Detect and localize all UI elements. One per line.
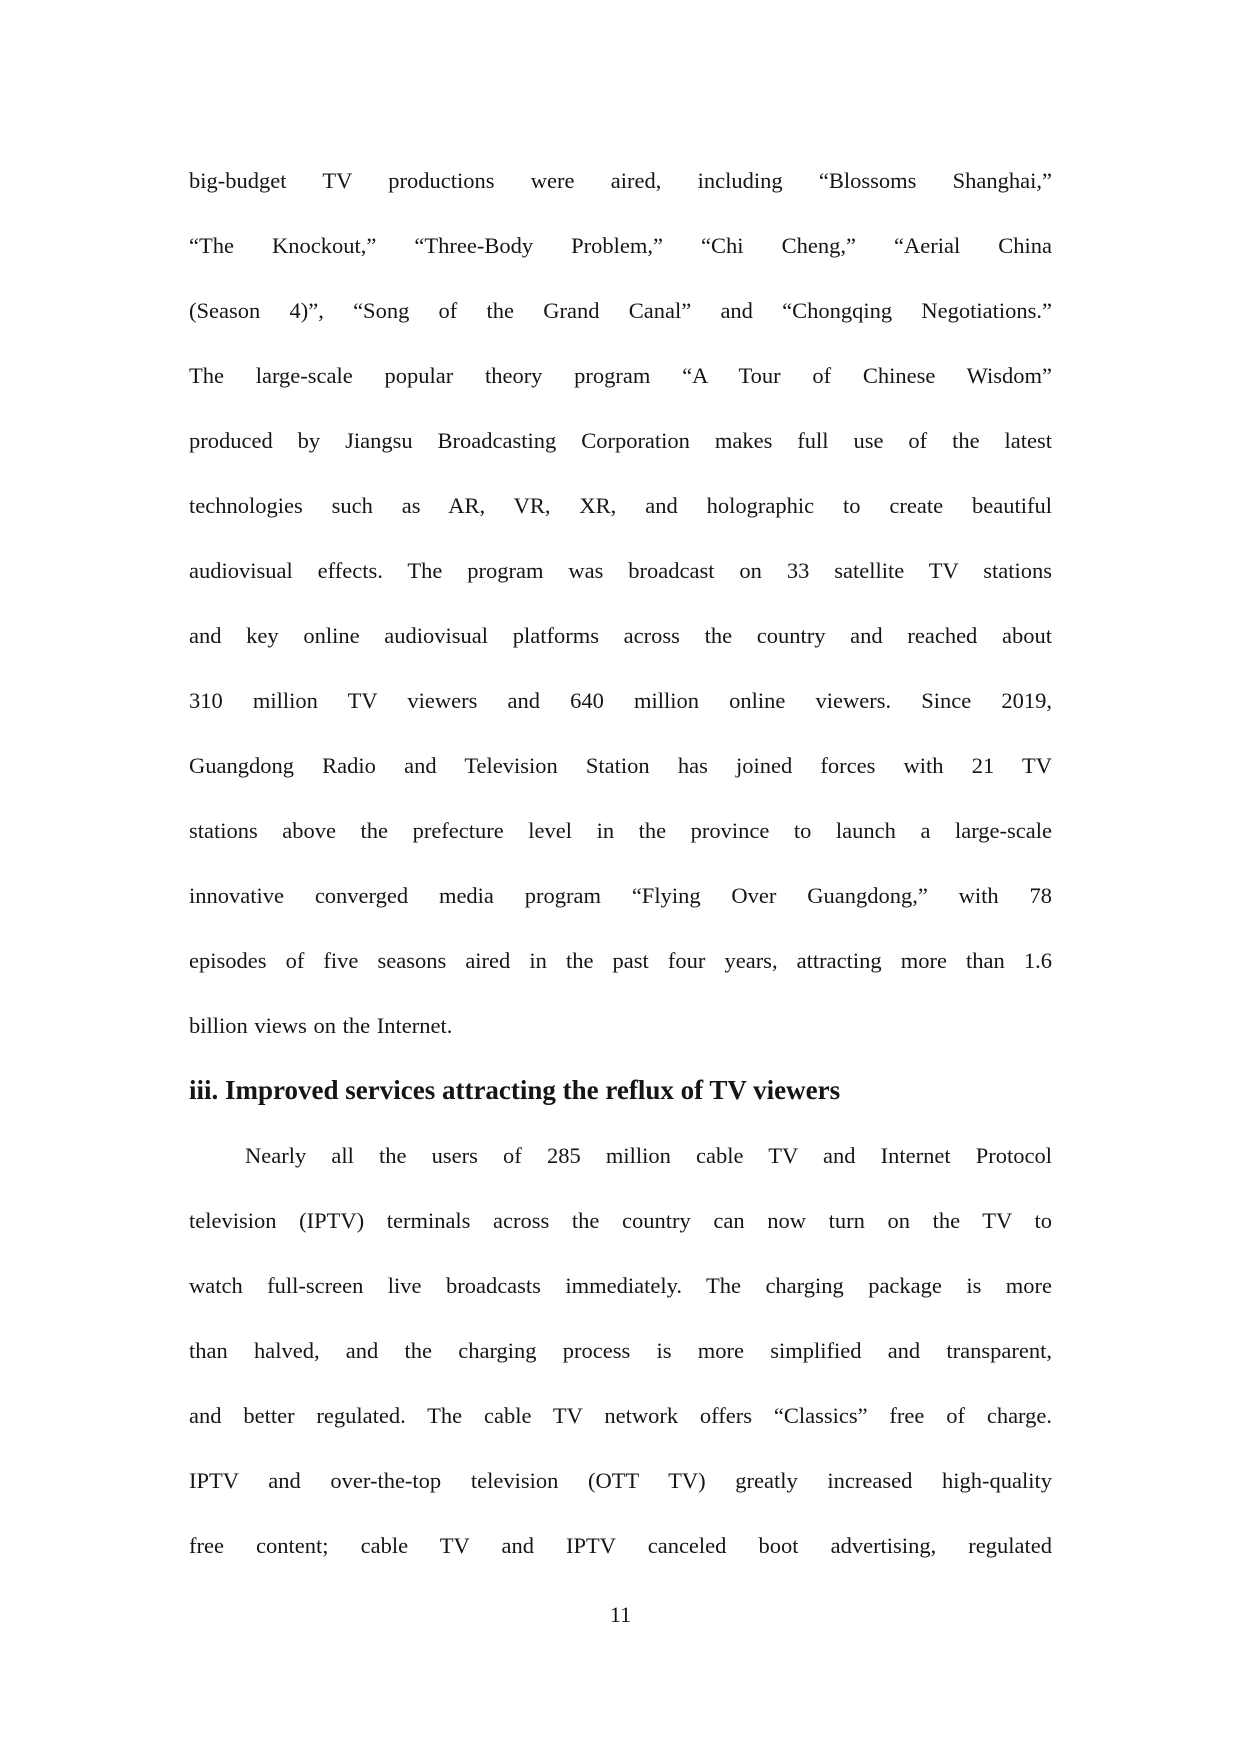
paragraph-continuation (189, 148, 1052, 1058)
text-line: Guangdong Radio and Television Station has joined forces with 21 TV (189, 753, 1052, 778)
section-heading: iii. Improved services attracting the reflux of TV viewers (189, 1075, 841, 1105)
text-line: “The Knockout,” “Three-Body Problem,” “Chi Cheng,” “Aerial China (189, 233, 1052, 258)
paragraph (189, 1123, 1052, 1578)
text-line: IPTV and over-the-top television (OTT TV) greatly increased high-quality (189, 1468, 1052, 1493)
text-line: and key online audiovisual platforms across the country and reached about (189, 623, 1052, 648)
text-line: Nearly all the users of 285 million cable TV and Internet Protocol (245, 1143, 1052, 1168)
text-line: watch full-screen live broadcasts immediately. The charging package is more (189, 1273, 1052, 1298)
text-line: produced by Jiangsu Broadcasting Corporation makes full use of the latest (189, 428, 1052, 453)
text-line: billion views on the Internet. (189, 1013, 453, 1038)
text-line: technologies such as AR, VR, XR, and holographic to create beautiful (189, 493, 1052, 518)
text-line: audiovisual effects. The program was broadcast on 33 satellite TV stations (189, 558, 1052, 583)
text-line: 310 million TV viewers and 640 million online viewers. Since 2019, (189, 688, 1052, 713)
text-line: episodes of five seasons aired in the past four years, attracting more than 1.6 (189, 948, 1052, 973)
text-line: television (IPTV) terminals across the country can now turn on the TV to (189, 1208, 1052, 1233)
text-line: (Season 4)”, “Song of the Grand Canal” and “Chongqing Negotiations.” (189, 298, 1052, 323)
text-line: stations above the prefecture level in the province to launch a large-scale (189, 818, 1052, 843)
text-line: big-budget TV productions were aired, including “Blossoms Shanghai,” (189, 168, 1052, 193)
text-line: The large-scale popular theory program “A Tour of Chinese Wisdom” (189, 363, 1052, 388)
text-line: free content; cable TV and IPTV canceled boot advertising, regulated (189, 1533, 1052, 1558)
text-line: innovative converged media program “Flying Over Guangdong,” with 78 (189, 883, 1052, 908)
text-line: and better regulated. The cable TV network offers “Classics” free of charge. (189, 1403, 1052, 1428)
page-number: 11 (609, 1602, 632, 1627)
text-line: than halved, and the charging process is more simplified and transparent, (189, 1338, 1052, 1363)
